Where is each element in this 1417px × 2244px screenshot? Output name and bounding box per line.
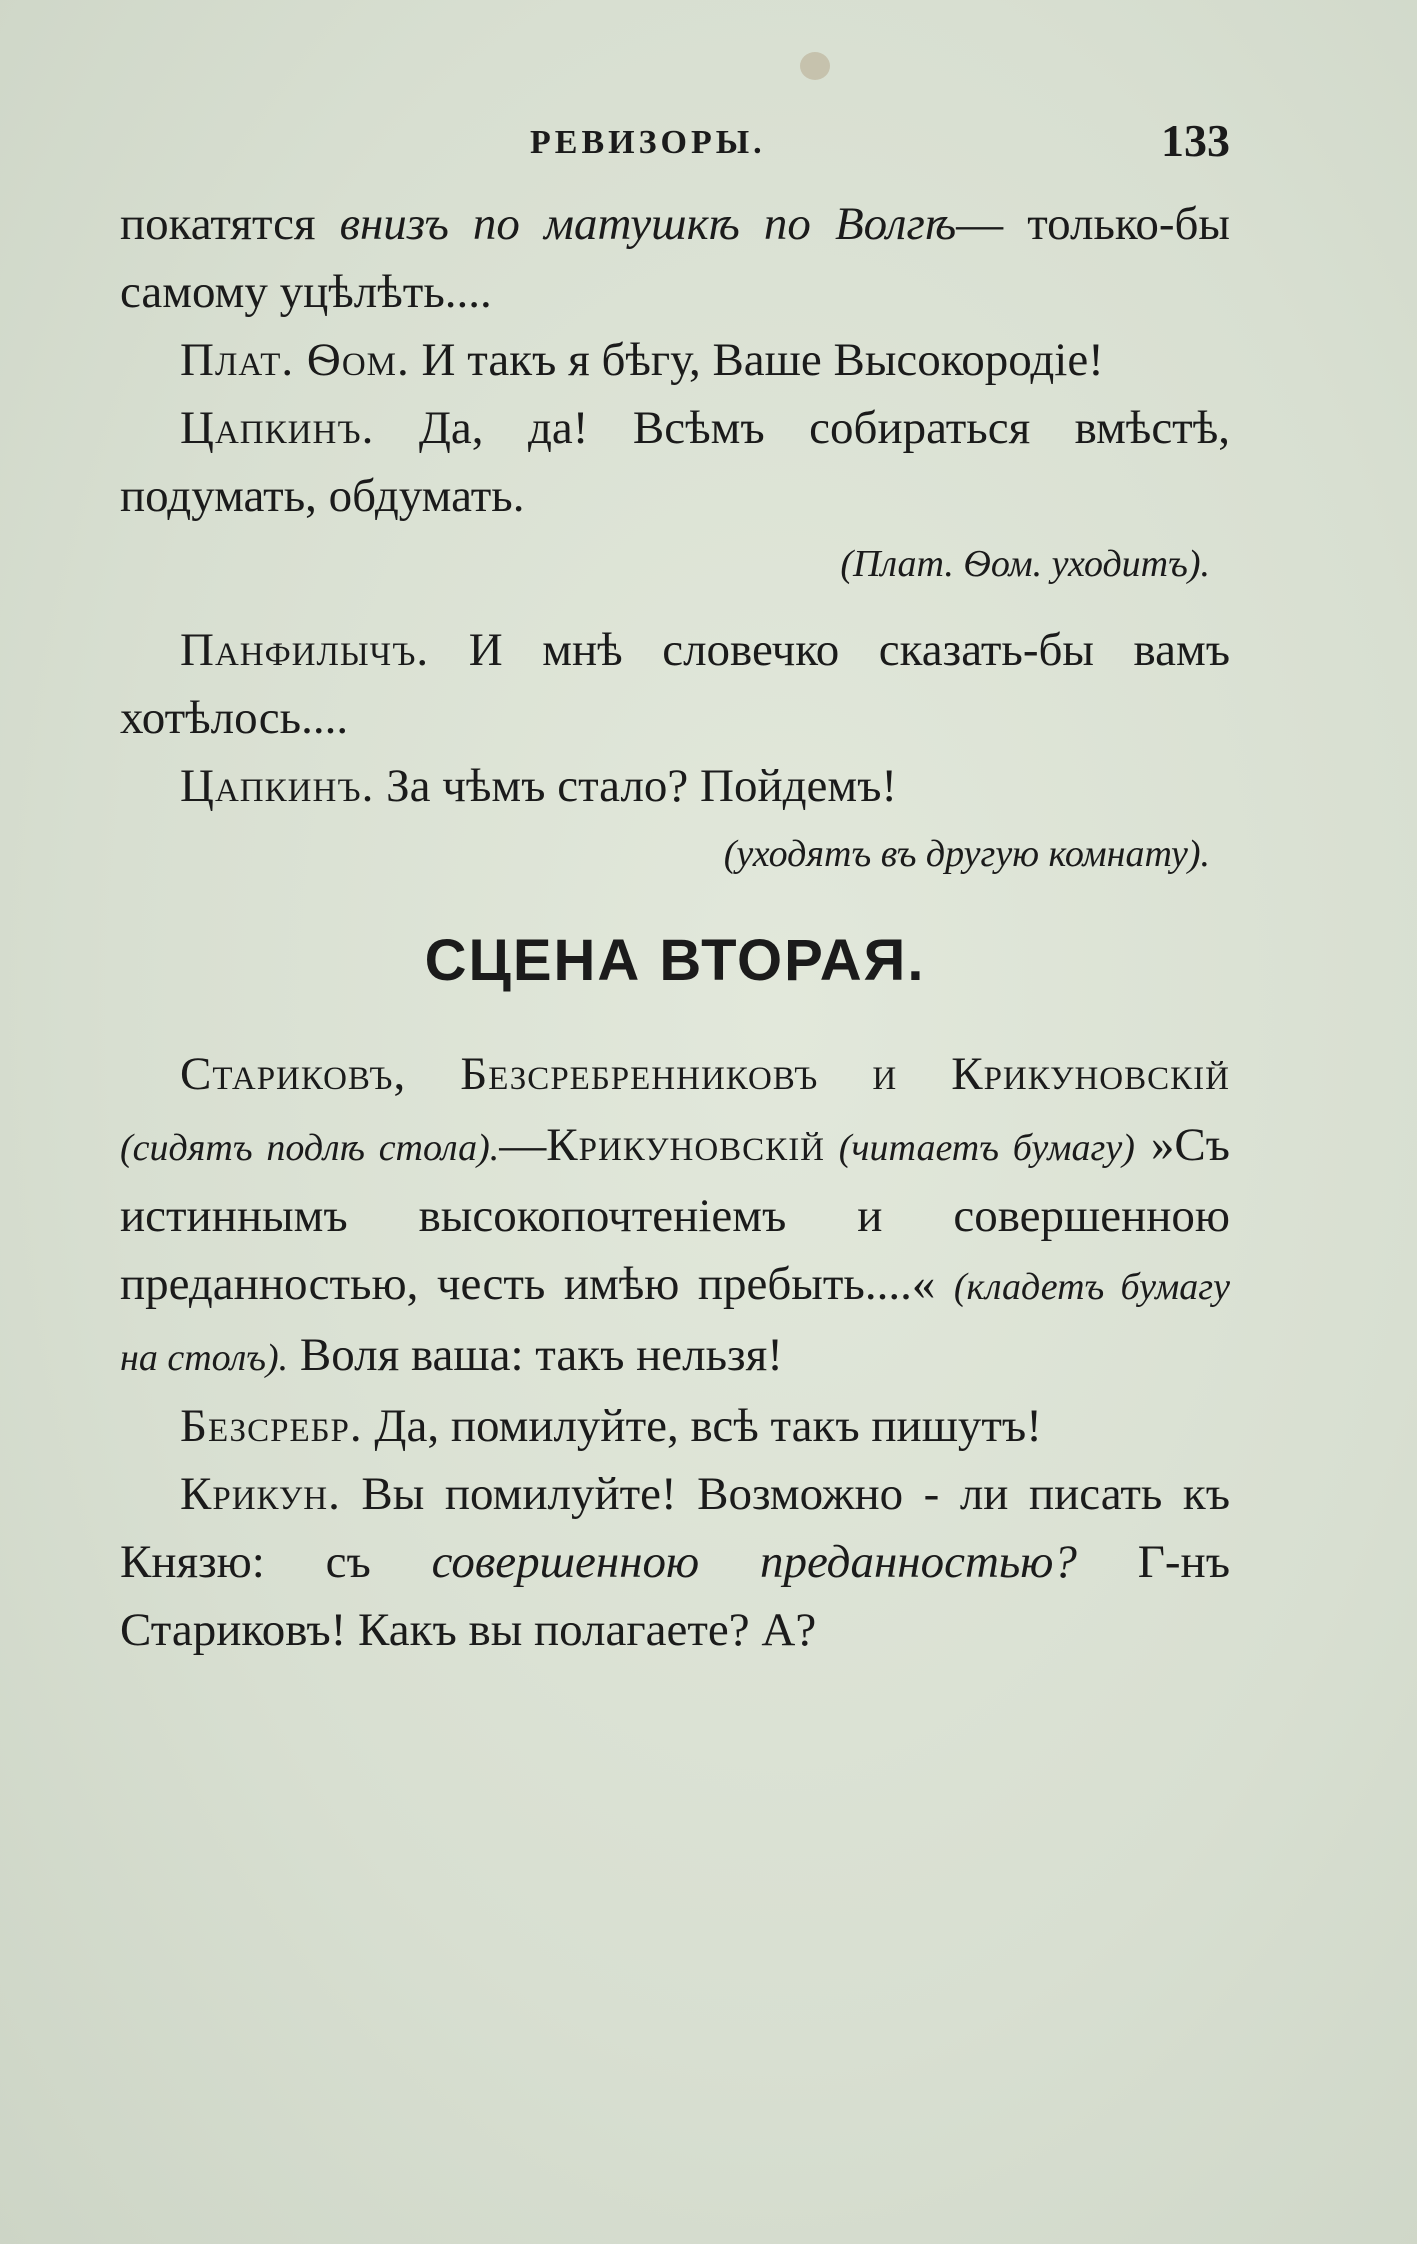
dialogue-text: И такъ я бѣгу, Ваше Высокородіе! <box>409 334 1104 386</box>
scene-paragraph <box>120 1040 1230 1392</box>
italic-run: совершенною преданностью? <box>431 1536 1077 1588</box>
running-head <box>120 115 1230 178</box>
inline-direction: (читаетъ бумагу) <box>825 1127 1135 1169</box>
speaker-name: Безсребр. <box>180 1400 363 1452</box>
dialogue-text: И мнѣ словечко сказать-бы вамъ хотѣлось.... <box>120 624 1230 744</box>
dialogue-text: Да, помилуйте, всѣ такъ пишутъ! <box>362 1400 1042 1452</box>
dialogue-text: Воля ваша: такъ нельзя! <box>288 1329 783 1381</box>
inline-direction: (сидятъ подлѣ стола). <box>120 1127 500 1169</box>
paper-stain <box>800 52 830 80</box>
characters-list: Стариковъ, Безсребренниковъ и Крикуновскій <box>180 1048 1230 1100</box>
dialogue-text: Да, да! Всѣмъ собираться вмѣстѣ, подумать, обдумать. <box>120 402 1230 522</box>
text-run: покатятся <box>120 198 340 250</box>
dialogue-text: Вы помилуйте! Возможно - ли писать къ Князю: съ <box>120 1468 1230 1588</box>
speaker-name: Цапкинъ. <box>180 760 375 812</box>
dialogue-text: Г-нъ Стариковъ! Какъ вы полагаете? А? <box>120 1536 1230 1656</box>
dash: — <box>499 1119 547 1171</box>
scene-heading: СЦЕНА ВТОРАЯ. <box>424 928 926 993</box>
text-run: — только-бы самому уцѣлѣть.... <box>120 198 1230 318</box>
spacer <box>120 598 1230 616</box>
running-title: РЕВИЗОРЫ. <box>530 124 766 161</box>
paragraph <box>120 190 1230 326</box>
dialogue-line <box>120 1460 1230 1664</box>
dialogue-text: »Съ истиннымъ высокопочтеніемъ и совершенною преданностью, честь имѣю пребыть....« <box>120 1119 1230 1310</box>
speaker-name: Плат. Ѳом. <box>180 334 410 386</box>
speaker-name: Цапкинъ. <box>180 402 375 454</box>
speaker-name: Панфилычъ. <box>180 624 430 676</box>
dialogue-line <box>120 752 1230 820</box>
dialogue-line <box>120 1392 1230 1460</box>
stage-direction: (уходятъ въ другую комнату). <box>723 833 1210 875</box>
dialogue-text: За чѣмъ стало? Пойдемъ! <box>374 760 898 812</box>
dialogue-line <box>120 616 1230 752</box>
italic-run: внизъ по матушкѣ по Волгѣ <box>339 198 957 250</box>
stage-direction: (Плат. Ѳом. уходитъ). <box>840 543 1210 585</box>
inline-direction: (кладетъ бумагу на столъ). <box>120 1266 1230 1379</box>
dialogue-line <box>120 326 1230 394</box>
speaker-name: Крикуновскій <box>546 1119 826 1171</box>
speaker-name: Крикун. <box>180 1468 341 1520</box>
page-body <box>120 190 1230 1664</box>
page-number: 133 <box>1161 115 1230 166</box>
dialogue-line <box>120 394 1230 530</box>
